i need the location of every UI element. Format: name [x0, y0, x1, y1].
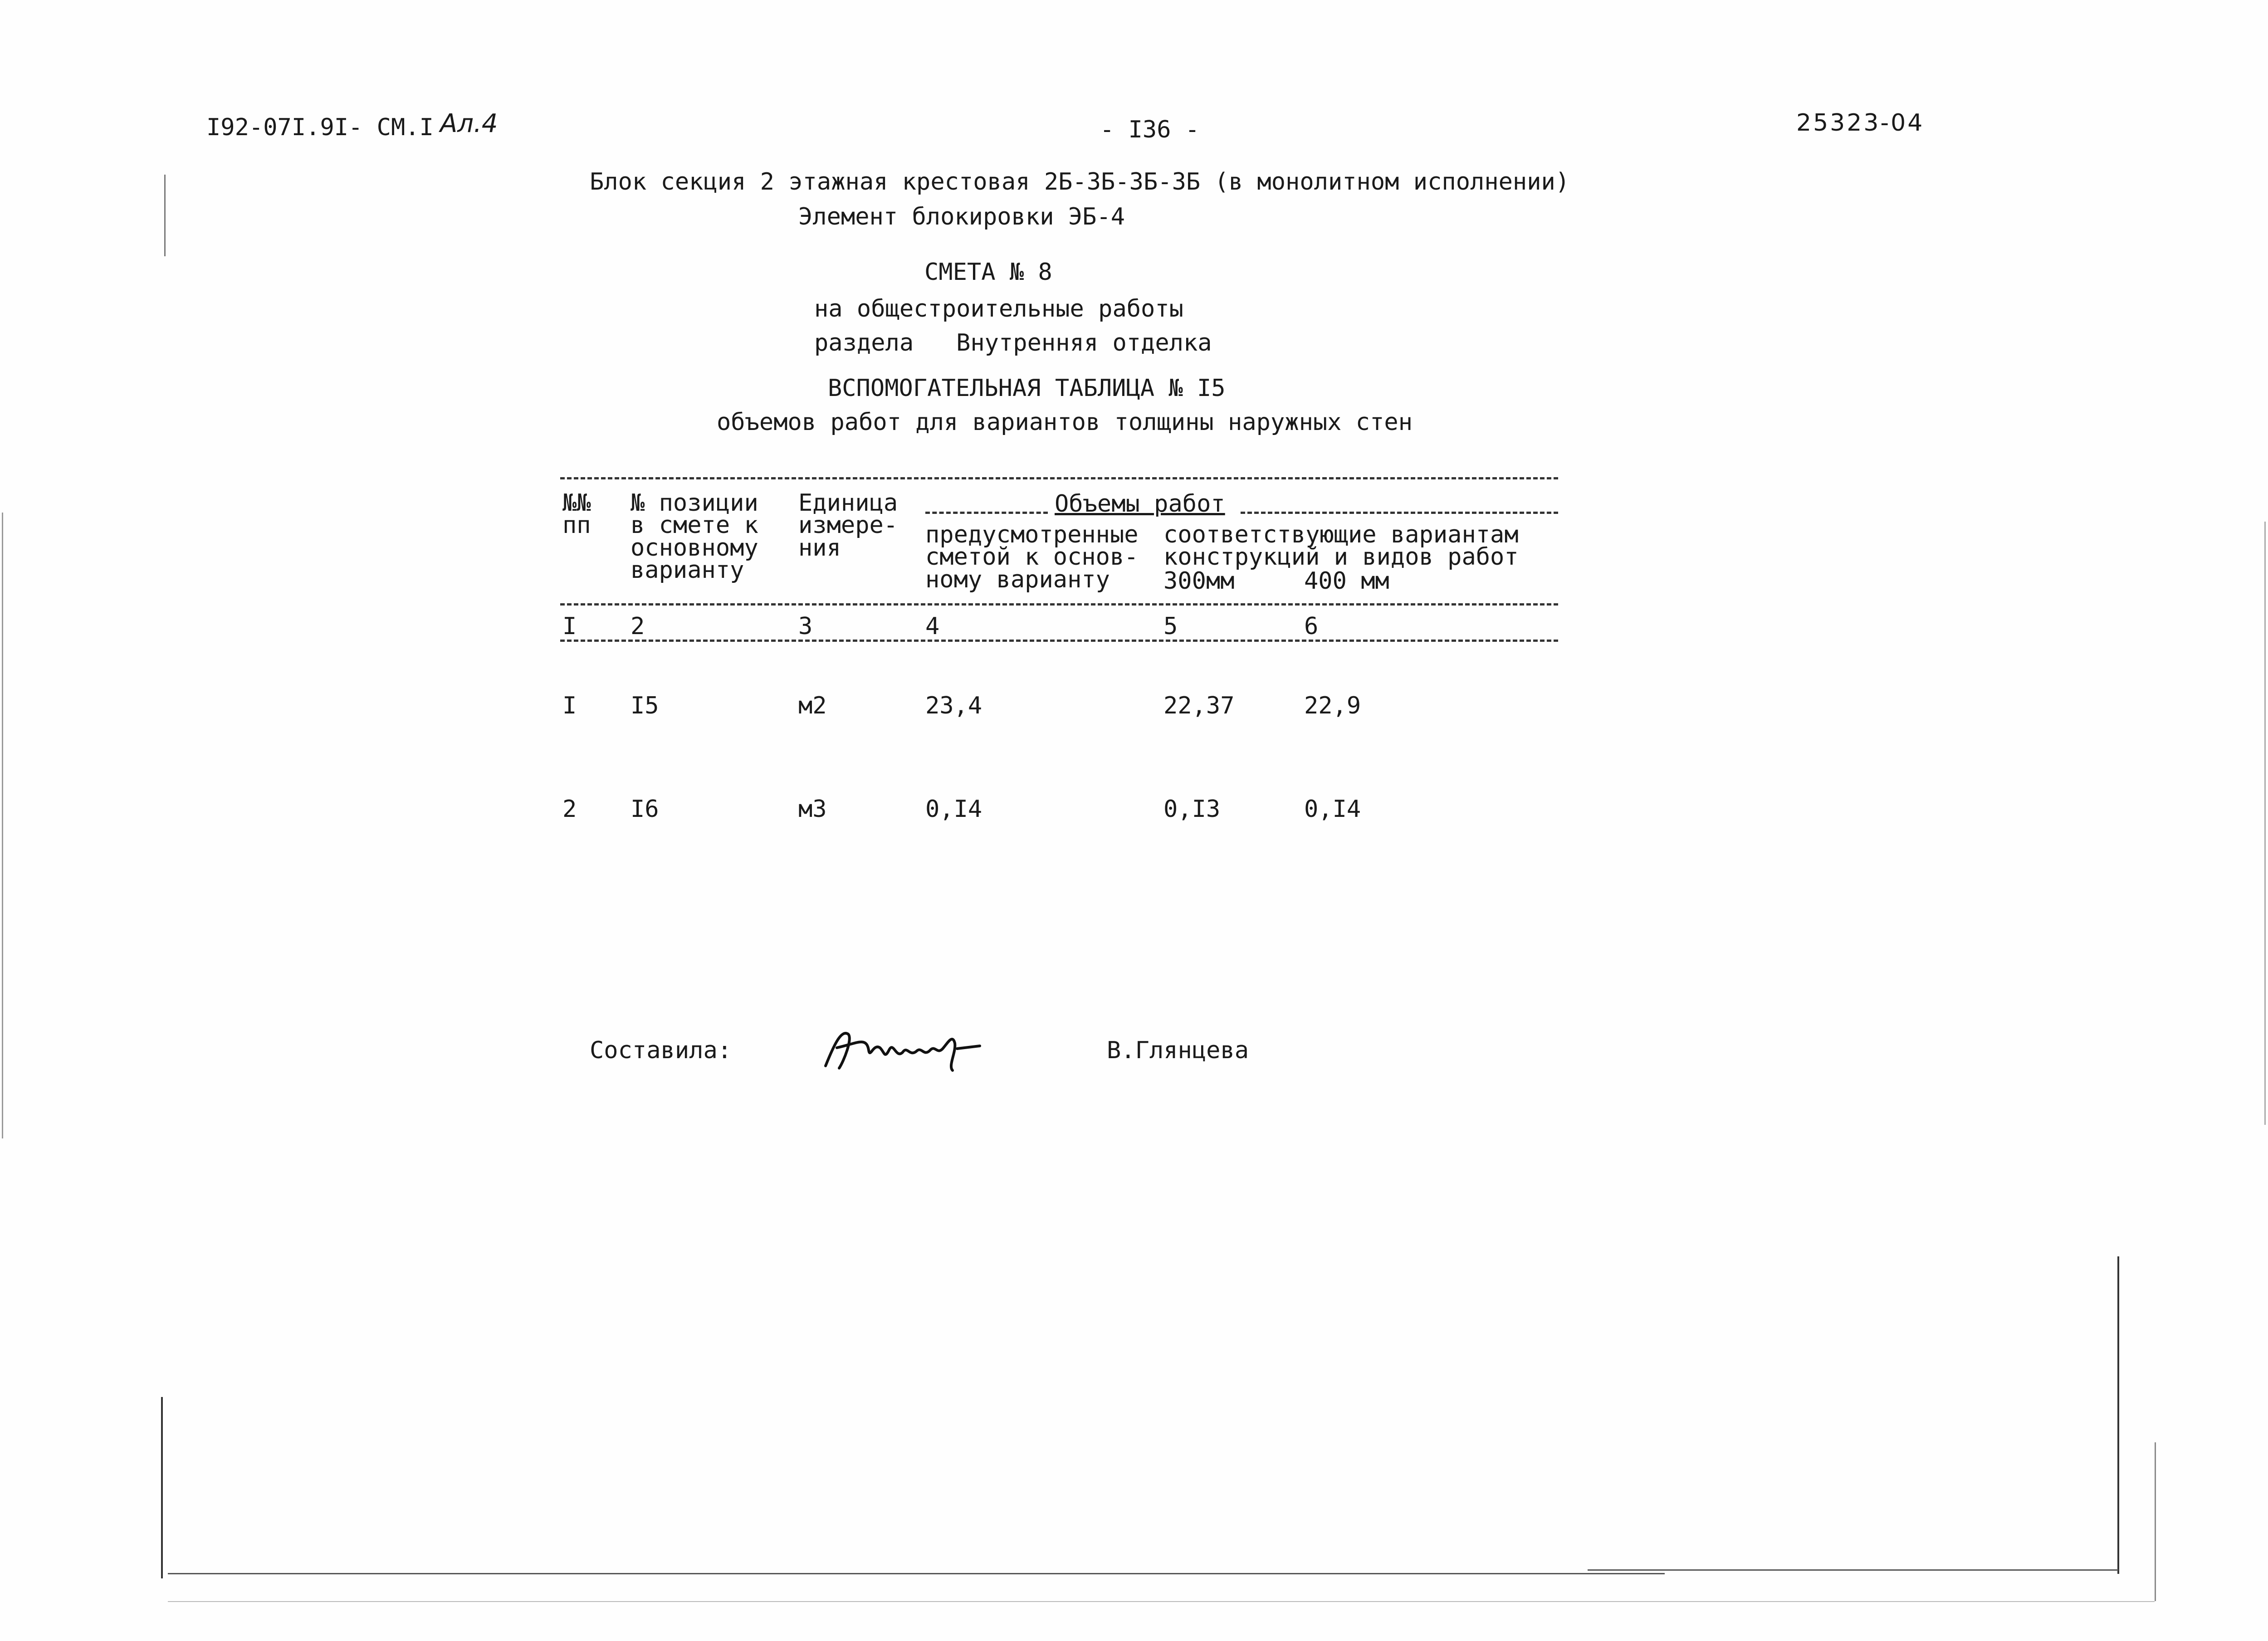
- frame-bottom-2: [1588, 1569, 2118, 1571]
- cell-number: I: [562, 692, 577, 719]
- frame-left-top: [164, 175, 166, 256]
- table-subtitle: объемов работ для вариантов толщины наружных стен: [717, 409, 1413, 436]
- handwritten-signature: [816, 1016, 998, 1079]
- title-line-2: Элемент блокировки ЭБ-4: [798, 203, 1125, 230]
- cell-unit: м3: [798, 796, 827, 823]
- column-number: 4: [925, 613, 940, 640]
- column-number: 3: [798, 613, 813, 640]
- compiler-name: В.Глянцева: [1107, 1037, 1249, 1064]
- frame-page-right: [2264, 522, 2266, 1125]
- header-bottom-rule: [560, 603, 1558, 606]
- estimate-title: СМЕТА № 8: [924, 259, 1052, 286]
- estimate-subtitle-2: раздела Внутренняя отделка: [814, 329, 1212, 357]
- title-line-1: Блок секция 2 этажная крестовая 2Б-3Б-3Б-3Б (в монолитном исполнении): [590, 168, 1570, 195]
- header-col-unit: Единица измере- ния: [798, 489, 898, 562]
- group-rule-left: [925, 512, 1048, 514]
- cell-volume-400mm: 0,I4: [1304, 796, 1361, 823]
- cell-volume-400mm: 22,9: [1304, 692, 1361, 719]
- header-col-variants: соответствующие вариантам конструкций и видов работ: [1163, 521, 1519, 571]
- cell-position: I6: [631, 796, 659, 823]
- archive-number: 25323-04: [1796, 109, 1925, 137]
- cell-base-volume: 0,I4: [925, 796, 982, 823]
- numbers-bottom-rule: [560, 640, 1558, 642]
- frame-bottom-1: [168, 1573, 1665, 1574]
- document-code-handwritten: Ал.4: [440, 109, 498, 138]
- frame-outer-right: [2155, 1442, 2156, 1601]
- estimate-subtitle-1: на общестроительные работы: [814, 295, 1183, 322]
- cell-volume-300mm: 0,I3: [1163, 796, 1221, 823]
- column-number: I: [562, 613, 577, 640]
- column-number: 2: [631, 613, 645, 640]
- page-number: - I36 -: [1100, 116, 1200, 143]
- cell-unit: м2: [798, 692, 827, 719]
- frame-left-bottom: [161, 1397, 163, 1578]
- frame-page-left: [2, 513, 3, 1138]
- frame-right: [2117, 1256, 2119, 1574]
- cell-volume-300mm: 22,37: [1163, 692, 1235, 719]
- header-col-position: № позиции в смете к основному варианту: [631, 489, 758, 584]
- header-col-400mm: 400 мм: [1304, 567, 1389, 595]
- column-number: 6: [1304, 613, 1319, 640]
- table-top-rule: [560, 477, 1558, 479]
- cell-base-volume: 23,4: [925, 692, 982, 719]
- header-col-300mm: 300мм: [1163, 567, 1235, 595]
- frame-bottom-3: [168, 1601, 2155, 1602]
- document-code: I92-07I.9I- СМ.I: [206, 114, 434, 141]
- compiled-label: Составила:: [590, 1037, 732, 1064]
- cell-number: 2: [562, 796, 577, 823]
- group-rule-right: [1241, 512, 1558, 514]
- table-title: ВСПОМОГАТЕЛЬНАЯ ТАБЛИЦА № I5: [828, 375, 1226, 402]
- header-col-number: №№ пп: [562, 489, 591, 539]
- column-number: 5: [1163, 613, 1178, 640]
- header-col-base-estimate: предусмотренные сметой к основ- ному варианту: [925, 521, 1139, 593]
- header-group-volumes: Объемы работ: [1055, 490, 1225, 518]
- cell-position: I5: [631, 692, 659, 719]
